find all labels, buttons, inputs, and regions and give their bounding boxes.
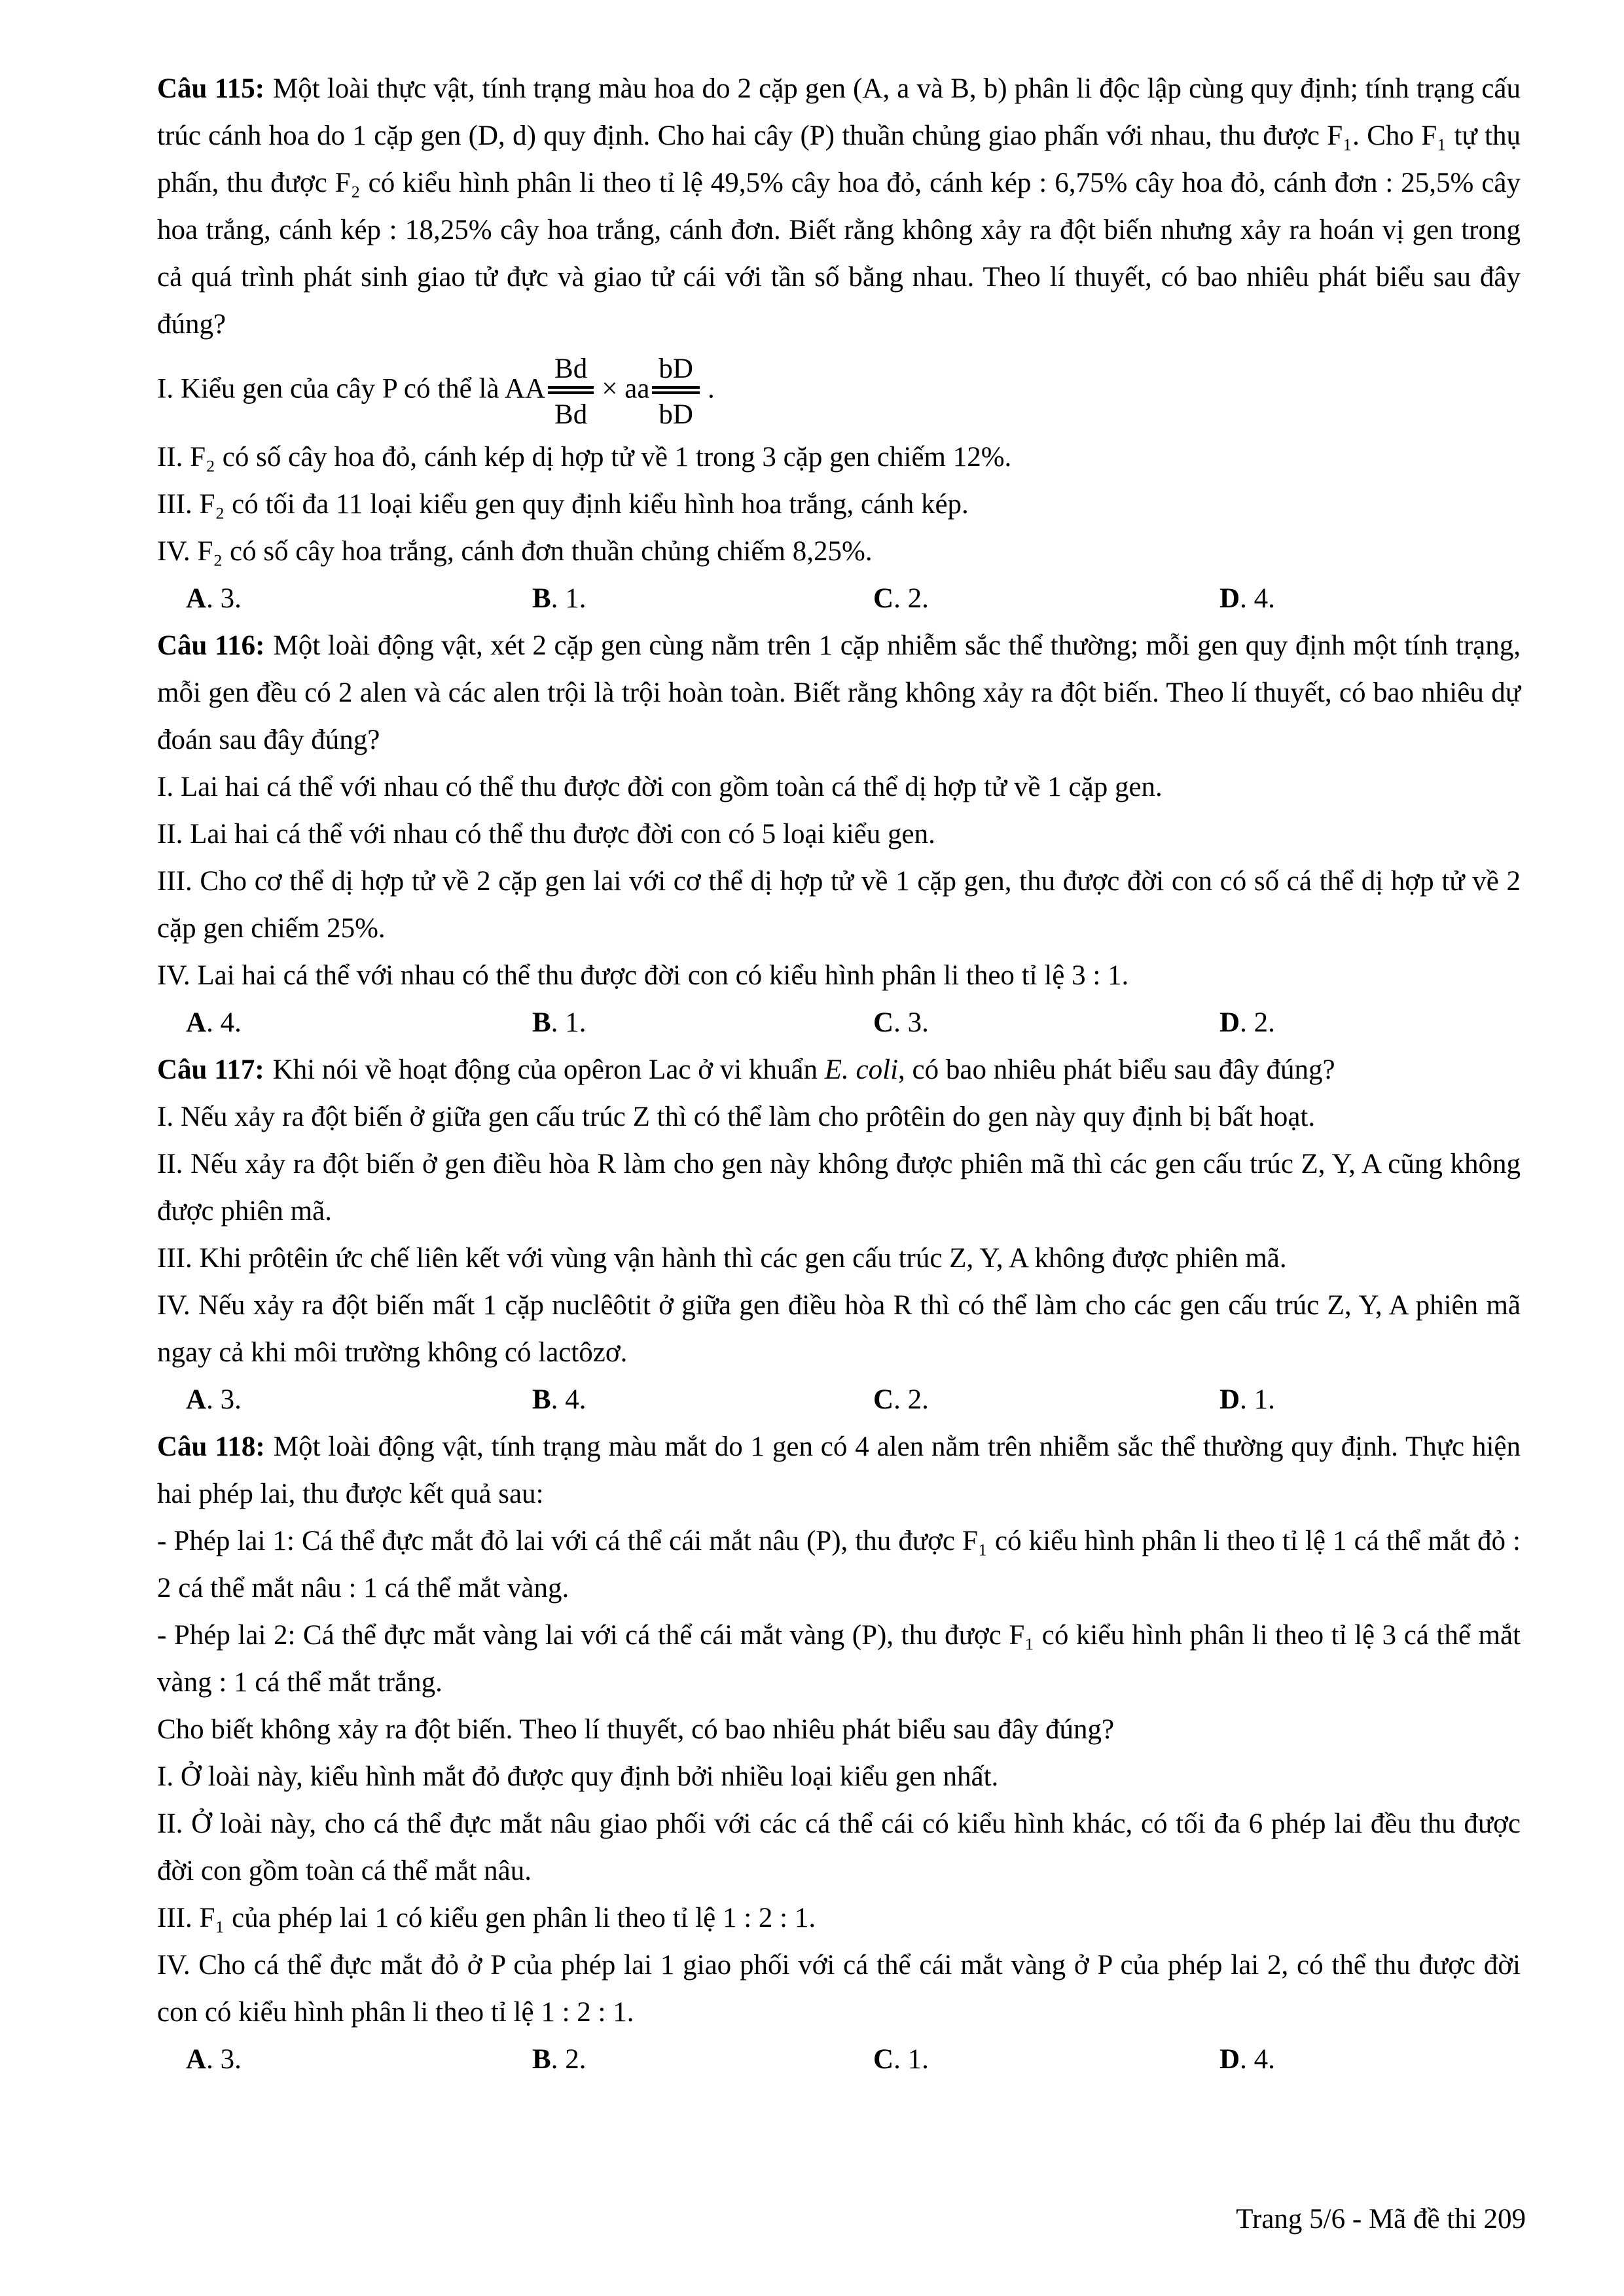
question-115-number: Câu 115: xyxy=(157,73,265,104)
question-116-intro: Một loài động vật, xét 2 cặp gen cùng nằm trên 1 cặp nhiễm sắc thể thường; mỗi gen quy định một tính trạng, mỗi gen đều có 2 alen và các alen trội là trội hoàn toàn. Biết rằng không xảy ra đột biến. Theo lí thuyết, có bao nhiêu dự đoán sau đây đúng? xyxy=(157,630,1521,755)
question-117 xyxy=(157,1047,1521,1424)
option-d-letter: D xyxy=(1219,2044,1240,2075)
question-117-statement-4: IV. Nếu xảy ra đột biến mất 1 cặp nuclêôtit ở giữa gen điều hòa R thì có thể làm cho các gen cấu trúc Z, Y, A phiên mã ngay cả khi môi trường không có lactôzơ. xyxy=(157,1290,1521,1368)
question-118-statement-3: III. F₁ của phép lai 1 có kiểu gen phân li theo tỉ lệ 1 : 2 : 1. xyxy=(157,1903,816,1933)
option-c xyxy=(873,1376,1219,1424)
question-118-statement-1: I. Ở loài này, kiểu hình mắt đỏ được quy định bởi nhiều loại kiểu gen nhất. xyxy=(157,1761,999,1792)
option-c xyxy=(873,575,1219,622)
question-115-intro: Một loài thực vật, tính trạng màu hoa do 2 cặp gen (A, a và B, b) phân li độc lập cùng quy định; tính trạng cấu trúc cánh hoa do 1 cặp gen (D, d) quy định. Cho hai cây (P) thuần chủng giao phấn với nhau, thu được F₁. Cho F₁ tự thụ phấn, thu được F₂ có kiểu hình phân li theo tỉ lệ 49,5% cây hoa đỏ, cánh kép : 6,75% cây hoa đỏ, cánh đơn : 25,5% cây hoa trắng, cánh kép : 18,25% cây hoa trắng, cánh đơn. Biết rằng không xảy ra đột biến nhưng xảy ra hoán vị gen trong cả quá trình phát sinh giao tử đực và giao tử cái với tần số bằng nhau. Theo lí thuyết, có bao nhiêu phát biểu sau đây đúng? xyxy=(157,73,1521,340)
option-b-letter: B xyxy=(532,1384,551,1415)
option-b-value: . 4. xyxy=(550,1384,586,1415)
question-117-intro-paragraph xyxy=(157,1047,1521,1094)
option-b xyxy=(532,575,873,622)
statement-1-suffix: . xyxy=(707,373,715,404)
question-116-statement-4: IV. Lai hai cá thể với nhau có thể thu được đời con có kiểu hình phân li theo tỉ lệ 3 : 1. xyxy=(157,960,1129,991)
option-a xyxy=(157,999,532,1047)
question-117-intro-pre: Khi nói về hoạt động của opêron Lac ở vi khuẩn xyxy=(272,1054,825,1085)
option-d-value: . 1. xyxy=(1240,1384,1275,1415)
genotype-fraction-2 xyxy=(652,353,700,429)
question-118-intro-paragraph xyxy=(157,1424,1521,1518)
question-115-statement-4: IV. F₂ có số cây hoa trắng, cánh đơn thuần chủng chiếm 8,25%. xyxy=(157,536,873,567)
question-116-intro-paragraph xyxy=(157,622,1521,764)
option-b xyxy=(532,1376,873,1424)
question-115-statement-3: III. F₂ có tối đa 11 loại kiểu gen quy định kiểu hình hoa trắng, cánh kép. xyxy=(157,489,969,520)
option-c xyxy=(873,2036,1219,2083)
option-b xyxy=(532,2036,873,2083)
option-c-letter: C xyxy=(873,1384,894,1415)
option-c xyxy=(873,999,1219,1047)
question-117-options-row xyxy=(157,1376,1521,1424)
question-115-statement-1 xyxy=(157,353,1521,429)
question-117-statement-2: II. Nếu xảy ra đột biến ở gen điều hòa R làm cho gen này không được phiên mã thì các gen cấu trúc Z, Y, A cũng không được phiên mã. xyxy=(157,1149,1521,1227)
option-d xyxy=(1219,999,1521,1047)
option-c-letter: C xyxy=(873,1007,894,1038)
question-118-intro: Một loài động vật, tính trạng màu mắt do 1 gen có 4 alen nằm trên nhiễm sắc thể thường quy định. Thực hiện hai phép lai, thu được kết quả sau: xyxy=(157,1431,1521,1509)
genotype-fraction-1 xyxy=(548,353,594,429)
option-a xyxy=(157,1376,532,1424)
option-a-value: . 4. xyxy=(206,1007,242,1038)
option-d-value: . 2. xyxy=(1240,1007,1275,1038)
question-118-statement-2: II. Ở loài này, cho cá thể đực mắt nâu giao phối với các cá thể cái có kiểu hình khác, có tối đa 6 phép lai đều thu được đời con gồm toàn cá thể mắt nâu. xyxy=(157,1808,1521,1886)
statement-1-prefix: I. Kiểu gen của cây P có thể là AA xyxy=(157,373,546,404)
option-a-value: . 3. xyxy=(206,1384,242,1415)
option-a xyxy=(157,575,532,622)
question-118 xyxy=(157,1424,1521,2083)
question-116-options-row xyxy=(157,999,1521,1047)
question-117-statement-1: I. Nếu xảy ra đột biến ở giữa gen cấu trúc Z thì có thể làm cho prôtêin do gen này quy định bị bất hoạt. xyxy=(157,1102,1316,1132)
fraction-1-denominator: Bd xyxy=(554,399,588,430)
question-118-cross-1: - Phép lai 1: Cá thể đực mắt đỏ lai với cá thể cái mắt nâu (P), thu được F₁ có kiểu hình phân li theo tỉ lệ 1 cá thể mắt đỏ : 2 cá thể mắt nâu : 1 cá thể mắt vàng. xyxy=(157,1526,1521,1604)
option-b-value: . 2. xyxy=(550,2044,586,2075)
question-117-number: Câu 117: xyxy=(157,1054,264,1085)
option-c-value: . 3. xyxy=(893,1007,929,1038)
page-footer: Trang 5/6 - Mã đề thi 209 xyxy=(1236,2204,1526,2234)
option-b-letter: B xyxy=(532,1007,551,1038)
question-116-statement-1: I. Lai hai cá thể với nhau có thể thu được đời con gồm toàn cá thể dị hợp tử về 1 cặp gen. xyxy=(157,772,1163,802)
question-115-statement-2: II. F₂ có số cây hoa đỏ, cánh kép dị hợp tử về 1 trong 3 cặp gen chiếm 12%. xyxy=(157,442,1012,473)
question-116 xyxy=(157,622,1521,1047)
option-b-value: . 1. xyxy=(550,1007,586,1038)
option-d-value: . 4. xyxy=(1240,583,1275,614)
question-116-statement-3: III. Cho cơ thể dị hợp tử về 2 cặp gen lai với cơ thể dị hợp tử về 1 cặp gen, thu được đời con có số cá thể dị hợp tử về 2 cặp gen chiếm 25%. xyxy=(157,866,1521,944)
species-name-italic: E. coli xyxy=(824,1054,899,1085)
option-d-value: . 4. xyxy=(1240,2044,1275,2075)
option-a-letter: A xyxy=(186,1384,207,1415)
question-117-statement-3: III. Khi prôtêin ức chế liên kết với vùng vận hành thì các gen cấu trúc Z, Y, A không được phiên mã. xyxy=(157,1243,1287,1274)
option-d xyxy=(1219,2036,1521,2083)
option-d xyxy=(1219,575,1521,622)
question-118-options-row xyxy=(157,2036,1521,2083)
option-c-value: . 2. xyxy=(893,583,929,614)
option-d-letter: D xyxy=(1219,1007,1240,1038)
option-b-letter: B xyxy=(532,583,551,614)
option-c-letter: C xyxy=(873,2044,894,2075)
question-118-condition: Cho biết không xảy ra đột biến. Theo lí thuyết, có bao nhiêu phát biểu sau đây đúng? xyxy=(157,1714,1115,1745)
fraction-1-numerator: Bd xyxy=(548,353,594,394)
option-b-value: . 1. xyxy=(550,583,586,614)
option-c-value: . 1. xyxy=(893,2044,929,2075)
question-116-statement-2: II. Lai hai cá thể với nhau có thể thu được đời con có 5 loại kiểu gen. xyxy=(157,819,935,850)
option-a xyxy=(157,2036,532,2083)
question-117-intro-post: , có bao nhiêu phát biểu sau đây đúng? xyxy=(898,1054,1335,1085)
option-a-letter: A xyxy=(186,2044,207,2075)
question-118-cross-2: - Phép lai 2: Cá thể đực mắt vàng lai với cá thể cái mắt vàng (P), thu được F₁ có kiểu hình phân li theo tỉ lệ 3 cá thể mắt vàng : 1 cá thể mắt trắng. xyxy=(157,1620,1521,1698)
option-a-value: . 3. xyxy=(206,583,242,614)
option-d-letter: D xyxy=(1219,583,1240,614)
option-d-letter: D xyxy=(1219,1384,1240,1415)
fraction-2-numerator: bD xyxy=(652,353,700,394)
option-a-letter: A xyxy=(186,583,207,614)
question-118-statement-4: IV. Cho cá thể đực mắt đỏ ở P của phép lai 1 giao phối với cá thể cái mắt vàng ở P của phép lai 2, có thể thu được đời con có kiểu hình phân li theo tỉ lệ 1 : 2 : 1. xyxy=(157,1950,1521,2028)
option-d xyxy=(1219,1376,1521,1424)
fraction-2-denominator: bD xyxy=(659,399,693,430)
option-b xyxy=(532,999,873,1047)
option-b-letter: B xyxy=(532,2044,551,2075)
statement-1-mid: × aa xyxy=(602,373,650,404)
question-115 xyxy=(157,65,1521,622)
option-a-letter: A xyxy=(186,1007,207,1038)
question-118-number: Câu 118: xyxy=(157,1431,265,1462)
question-116-number: Câu 116: xyxy=(157,630,265,661)
option-c-letter: C xyxy=(873,583,894,614)
option-c-value: . 2. xyxy=(893,1384,929,1415)
question-115-intro-paragraph xyxy=(157,65,1521,348)
question-115-options-row xyxy=(157,575,1521,622)
option-a-value: . 3. xyxy=(206,2044,242,2075)
